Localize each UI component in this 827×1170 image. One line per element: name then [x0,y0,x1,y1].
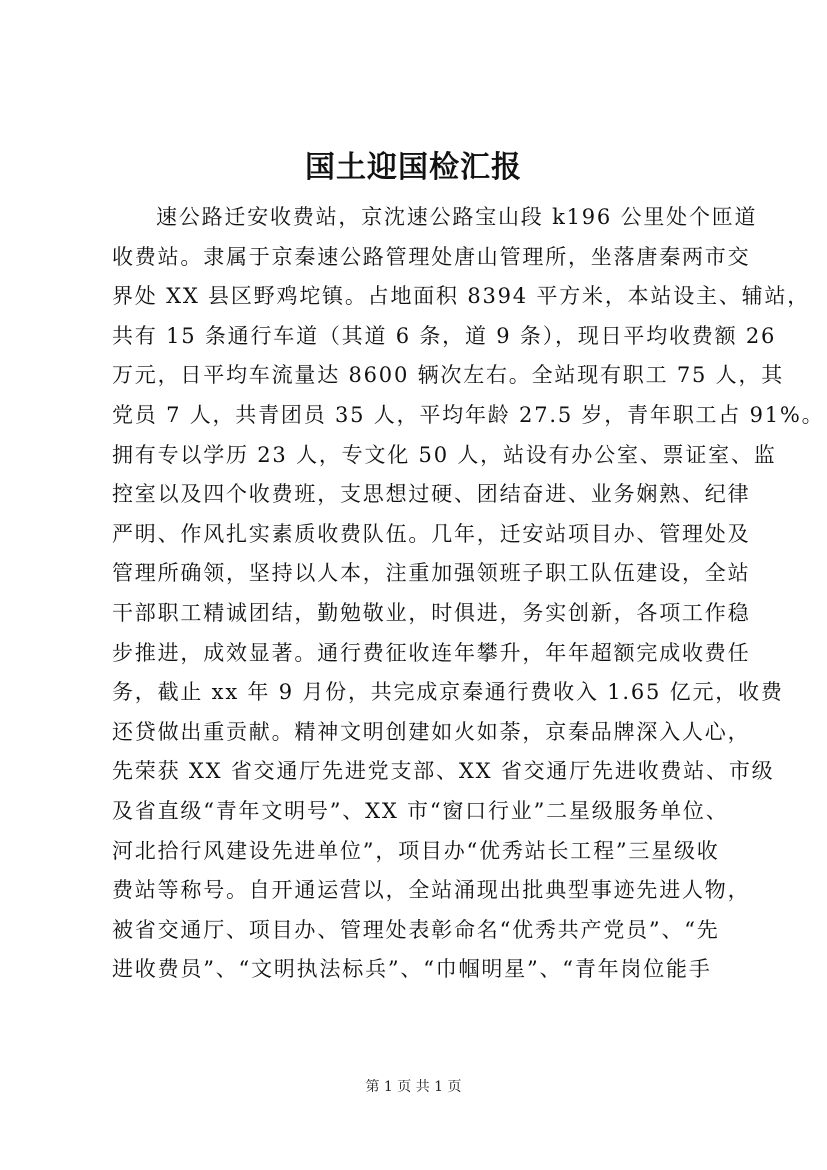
body-line: 务，截止 xx 年 9 月份，共完成京秦通行费收入 1.65 亿元，收费 [112,680,784,705]
page-footer: 第 1 页 共 1 页 [365,1079,462,1095]
body-line: 速公路迁安收费站，京沈速公路宝山段 k196 公里处个匝道 [156,205,758,229]
body-line: 万元，日平均车流量达 8600 辆次左右。全站现有职工 75 人，其 [112,363,785,388]
body-line: 还贷做出重贡献。精神文明创建如火如荼，京秦品牌深入人心， [112,719,751,744]
document-title: 国土迎国检汇报 [305,150,522,185]
body-line: 管理所确领，坚持以人本，注重加强领班子职工队伍建设，全站 [112,561,751,586]
body-line: 共有 15 条通行车道（其道 6 条，道 9 条），现日平均收费额 26 [112,323,777,348]
body-line: 控室以及四个收费班，支思想过硬、团结奋进、业务娴熟、纪律 [112,482,751,507]
body-line: 收费站。隶属于京秦速公路管理处唐山管理所，坐落唐秦两市交 [112,244,751,269]
body-line: 步推进，成效显著。通行费征收连年攀升，年年超额完成收费任 [112,640,751,665]
body-line: 党员 7 人，共青团员 35 人，平均年龄 27.5 岁，青年职工占 91%。 [112,402,825,427]
body-line: 及省直级“青年文明号”、XX 市“窗口行业”二星级服务单位、 [112,798,729,823]
body-line: 被省交通厅、项目办、管理处表彰命名“优秀共产党员”、“先 [112,917,720,942]
body-line: 干部职工精诚团结，勤勉敬业，时俱进，务实创新，各项工作稳 [112,600,751,625]
body-line: 河北拾行风建设先进单位”，项目办“优秀站长工程”三星级收 [112,838,720,863]
body-line: 界处 XX 县区野鸡坨镇。占地面积 8394 平方米，本站设主、辅站， [112,284,811,309]
document-body [112,198,825,990]
body-line: 进收费员”、“文明执法标兵”、“巾帼明星”、“青年岗位能手 [112,957,712,982]
body-line: 先荣获 XX 省交通厅先进党支部、XX 省交通厅先进收费站、市级 [112,759,775,784]
body-line: 拥有专以学历 23 人，专文化 50 人，站设有办公室、票证室、监 [112,442,777,467]
body-line: 费站等称号。自开通运营以，全站涌现出批典型事迹先进人物， [112,878,751,903]
body-line: 严明、作风扎实素质收费队伍。几年，迁安站项目办、管理处及 [112,521,751,546]
